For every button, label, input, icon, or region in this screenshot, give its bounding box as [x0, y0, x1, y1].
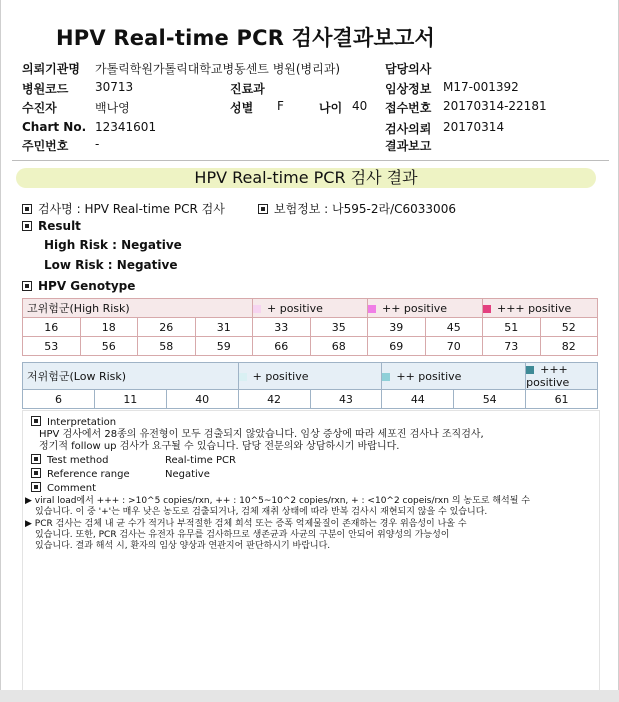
interpretation-heading — [31, 417, 116, 428]
comment-line-1: ▶ viral load에서 +++ : >10^5 copies/rxn, ++ : 10^5~10^2 copies/rxn, + : <10^2 copeis/rxn 의 농도로 해석될 수 — [25, 496, 530, 506]
comment-text: PCR 검사는 검체 내 균 수가 적거나 부적절한 검체 희석 또는 증폭 억제물질이 존재하는 경우 위음성이 나올 수 — [34, 519, 467, 529]
patient-label: 수진자 — [22, 101, 57, 115]
result-heading-line — [22, 219, 81, 233]
test-name-line — [22, 200, 225, 217]
interpretation-text-1: HPV 검사에서 28종의 유전형이 모두 검출되지 않았습니다. 임상 증상에 따라 세포진 검사나 조직검사, — [39, 429, 484, 440]
genotype-cell: 26 — [138, 318, 196, 337]
chart-label: Chart No. — [22, 120, 87, 134]
genotype-cell: 6 — [23, 390, 95, 409]
hospital-code-label: 병원코드 — [22, 82, 69, 96]
request-label: 검사의뢰 — [385, 122, 432, 136]
genotype-cell: 70 — [425, 337, 483, 356]
legend-swatch — [253, 305, 261, 313]
genotype-cell: 73 — [483, 337, 541, 356]
low-legend-3 — [526, 363, 598, 390]
hospital-code-value: 30713 — [95, 80, 134, 94]
genotype-cell: 40 — [166, 390, 238, 409]
report-label: 결과보고 — [385, 139, 432, 153]
low-risk-row — [23, 390, 598, 409]
checkbox-icon — [31, 482, 41, 492]
checkbox-icon — [31, 454, 41, 464]
range-heading — [31, 469, 130, 480]
legend-swatch — [483, 305, 491, 313]
low-legend-1 — [238, 363, 382, 390]
age-value: 40 — [352, 99, 368, 113]
legend-swatch — [368, 305, 376, 313]
comment-box — [22, 410, 600, 692]
range-value: Negative — [165, 469, 210, 480]
genotype-cell: 59 — [195, 337, 253, 356]
institution-label: 의뢰기관명 — [22, 62, 80, 76]
high-risk-title: 고위험군(High Risk) — [23, 299, 253, 318]
legend-swatch — [239, 373, 247, 381]
genotype-cell: 33 — [253, 318, 311, 337]
genotype-heading-line — [22, 279, 135, 293]
high-risk-row — [23, 337, 598, 356]
comment-line-2: 있습니다. 이 중 '+'는 매우 낮은 농도로 검출되거나, 검체 재취 상태에 따라 반복 검사시 재현되지 않을 수 있습니다. — [35, 507, 488, 517]
genotype-cell: 54 — [454, 390, 526, 409]
insurance-line — [258, 200, 456, 217]
genotype-cell: 51 — [483, 318, 541, 337]
receipt-value: 20170314-22181 — [443, 99, 547, 113]
header-divider — [12, 160, 609, 161]
genotype-cell: 56 — [80, 337, 138, 356]
genotype-cell: 39 — [368, 318, 426, 337]
genotype-cell: 45 — [425, 318, 483, 337]
institution-value: 가톨릭학원가톨릭대학교병동센트 병원(병리과) — [95, 62, 341, 76]
range-label: Reference range — [47, 469, 130, 480]
legend-label: + positive — [252, 369, 309, 383]
genotype-cell: 44 — [382, 390, 454, 409]
genotype-heading: HPV Genotype — [38, 279, 136, 293]
method-label: Test method — [47, 455, 109, 466]
high-legend-1 — [253, 299, 368, 318]
legend-label: ++ positive — [382, 301, 448, 315]
genotype-cell: 53 — [23, 337, 81, 356]
sex-value: F — [277, 99, 284, 113]
checkbox-icon — [22, 221, 32, 231]
test-name: 검사명 : HPV Real-time PCR 검사 — [38, 202, 225, 216]
genotype-cell: 18 — [80, 318, 138, 337]
resident-value: - — [95, 137, 100, 151]
low-risk-result: Low Risk : Negative — [44, 258, 178, 272]
legend-label: ++ positive — [396, 369, 462, 383]
genotype-cell: 11 — [94, 390, 166, 409]
request-value: 20170314 — [443, 120, 505, 134]
low-risk-table — [22, 362, 598, 409]
legend-swatch — [382, 373, 390, 381]
genotype-cell: 68 — [310, 337, 368, 356]
genotype-cell: 61 — [526, 390, 598, 409]
receipt-label: 접수번호 — [385, 101, 432, 115]
genotype-cell: 82 — [540, 337, 598, 356]
report-title: HPV Real-time PCR 검사결과보고서 — [56, 26, 435, 50]
bottom-strip — [0, 690, 619, 702]
comment-label: Comment — [47, 483, 96, 494]
clinical-info-label: 임상정보 — [385, 82, 432, 96]
method-heading — [31, 455, 109, 466]
high-risk-row — [23, 318, 598, 337]
doctor-label: 담당의사 — [385, 62, 432, 76]
genotype-cell: 16 — [23, 318, 81, 337]
interpretation-text-2: 정기적 follow up 검사가 요구될 수 있습니다. 담당 전문의와 상담하시기 바랍니다. — [39, 441, 400, 452]
method-value: Real-time PCR — [165, 455, 236, 466]
genotype-cell: 52 — [540, 318, 598, 337]
comment-line-4: 있습니다. 또한, PCR 검사는 유전자 유무를 검사하므로 생존균과 사균의 구분이 안되어 위양성의 가능성이 — [35, 530, 450, 540]
patient-value: 백나영 — [95, 101, 130, 115]
comment-text: viral load에서 +++ : >10^5 copies/rxn, ++ : 10^5~10^2 copies/rxn, + : <10^2 copeis/rxn 의 농도로 해석될 수 — [34, 496, 530, 506]
result-banner — [16, 168, 596, 188]
low-risk-title: 저위험군(Low Risk) — [23, 363, 239, 390]
genotype-cell: 58 — [138, 337, 196, 356]
checkbox-icon — [31, 468, 41, 478]
comment-line-5: 있습니다. 결과 해석 시, 환자의 임상 양상과 연관지어 판단하시기 바랍니다. — [35, 541, 331, 551]
checkbox-icon — [22, 281, 32, 291]
result-heading: Result — [38, 219, 81, 233]
checkbox-icon — [31, 416, 41, 426]
genotype-cell: 69 — [368, 337, 426, 356]
legend-label: +++ positive — [526, 363, 570, 389]
age-label: 나이 — [319, 101, 343, 115]
dept-label: 진료과 — [230, 82, 265, 96]
high-legend-3 — [483, 299, 598, 318]
banner-title: HPV Real-time PCR 검사 결과 — [194, 168, 418, 187]
genotype-cell: 43 — [310, 390, 382, 409]
high-legend-2 — [368, 299, 483, 318]
interpretation-label: Interpretation — [47, 417, 117, 428]
genotype-cell: 35 — [310, 318, 368, 337]
resident-label: 주민번호 — [22, 139, 69, 153]
genotype-cell: 42 — [238, 390, 310, 409]
sex-label: 성별 — [230, 101, 254, 115]
comment-heading — [31, 483, 96, 494]
genotype-cell: 66 — [253, 337, 311, 356]
legend-label: +++ positive — [497, 301, 572, 315]
clinical-info-value: M17-001392 — [443, 80, 519, 94]
chart-value: 12341601 — [95, 120, 157, 134]
high-risk-result: High Risk : Negative — [44, 238, 182, 252]
checkbox-icon — [22, 204, 32, 214]
high-risk-table — [22, 298, 598, 356]
legend-swatch — [526, 366, 534, 374]
checkbox-icon — [258, 204, 268, 214]
low-legend-2 — [382, 363, 526, 390]
insurance-info: 보험정보 : 나595-2라/C6033006 — [274, 202, 456, 216]
legend-label: + positive — [267, 301, 323, 315]
comment-line-3: ▶ PCR 검사는 검체 내 균 수가 적거나 부적절한 검체 희석 또는 증폭 억제물질이 존재하는 경우 위음성이 나올 수 — [25, 519, 467, 529]
genotype-cell: 31 — [195, 318, 253, 337]
